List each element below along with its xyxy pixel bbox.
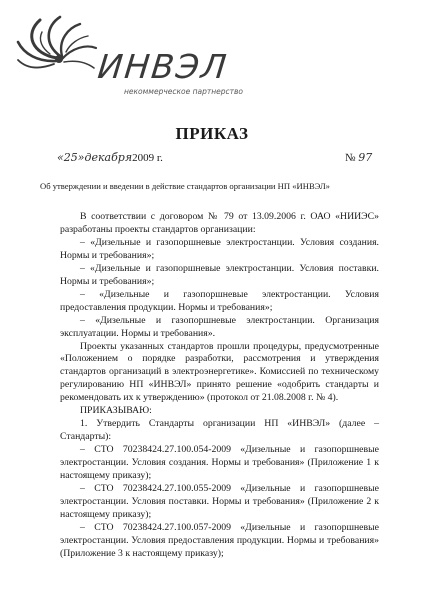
clause-1: 1. Утвердить Стандарты организации НП «ИНВЭЛ» (далее – Стандарты):	[60, 418, 379, 443]
date-open-quote: «	[57, 151, 64, 164]
order-number	[345, 151, 372, 164]
list-item-project-2: – «Дизельные и газопоршневые электростанции. Условия поставки. Нормы и требования»;	[60, 262, 379, 287]
list-item-standard-1: – СТО 70238424.27.100.054-2009 «Дизельные и газопоршневые электростанции. Условия создания. Нормы и требования» (Приложение 1 к настоящему приказу);	[60, 444, 379, 482]
list-item-project-4: – «Дизельные и газопоршневые электростанции. Организация эксплуатации. Нормы и требования».	[60, 314, 379, 339]
document-title: ПРИКАЗ	[175, 124, 249, 143]
date-year: 2009 г.	[132, 152, 163, 164]
list-item-project-3: – «Дизельные и газопоршневые электростанции. Условия предоставления продукции. Нормы и требования»;	[60, 288, 379, 313]
date-month: декабря	[84, 151, 133, 164]
order-subject: Об утверждении и введении в действие стандартов организации НП «ИНВЭЛ»	[40, 181, 330, 191]
list-item-standard-3: – СТО 70238424.27.100.057-2009 «Дизельные и газопоршневые электростанции. Условия предоставления продукции. Нормы и требования» (Приложение 3 к настоящему приказу);	[60, 521, 379, 559]
order-body	[60, 211, 379, 561]
logo-tagline: некоммерческое партнерство	[124, 87, 244, 96]
paragraph-intro: В соответствии с договором № 79 от 13.09.2006 г. ОАО «НИИЭС» разработаны проекты стандартов организации:	[60, 211, 379, 235]
flame-swirl-logo-icon	[14, 14, 100, 94]
list-item-standard-2: – СТО 70238424.27.100.055-2009 «Дизельные и газопоршневые электростанции. Условия поставки. Нормы и требования» (Приложение 2 к настоящему приказу);	[60, 483, 379, 520]
date-close-quote: »	[77, 151, 85, 164]
date-day: 25	[63, 151, 78, 164]
heading-order: ПРИКАЗЫВАЮ:	[80, 405, 152, 417]
logo-name: ИНВЭЛ	[95, 47, 231, 86]
number-label: №	[345, 152, 356, 164]
list-item-project-1: – «Дизельные и газопоршневые электростанции. Условия создания. Нормы и требования»;	[60, 236, 379, 261]
organization-logo	[14, 14, 254, 98]
order-date	[57, 151, 163, 164]
paragraph-procedures: Проекты указанных стандартов прошли процедуры, предусмотренные «Положением о порядке разработки, рассмотрения и утверждения стандартов организаций в электроэнергетике». Комиссией по техническому регулированию НП «ИНВЭЛ» принято решение «одобрить стандарты и рекомендовать их к утверждению» (протокол от 21.08.2008 г. № 4).	[60, 340, 379, 404]
number-value: 97	[358, 151, 373, 164]
